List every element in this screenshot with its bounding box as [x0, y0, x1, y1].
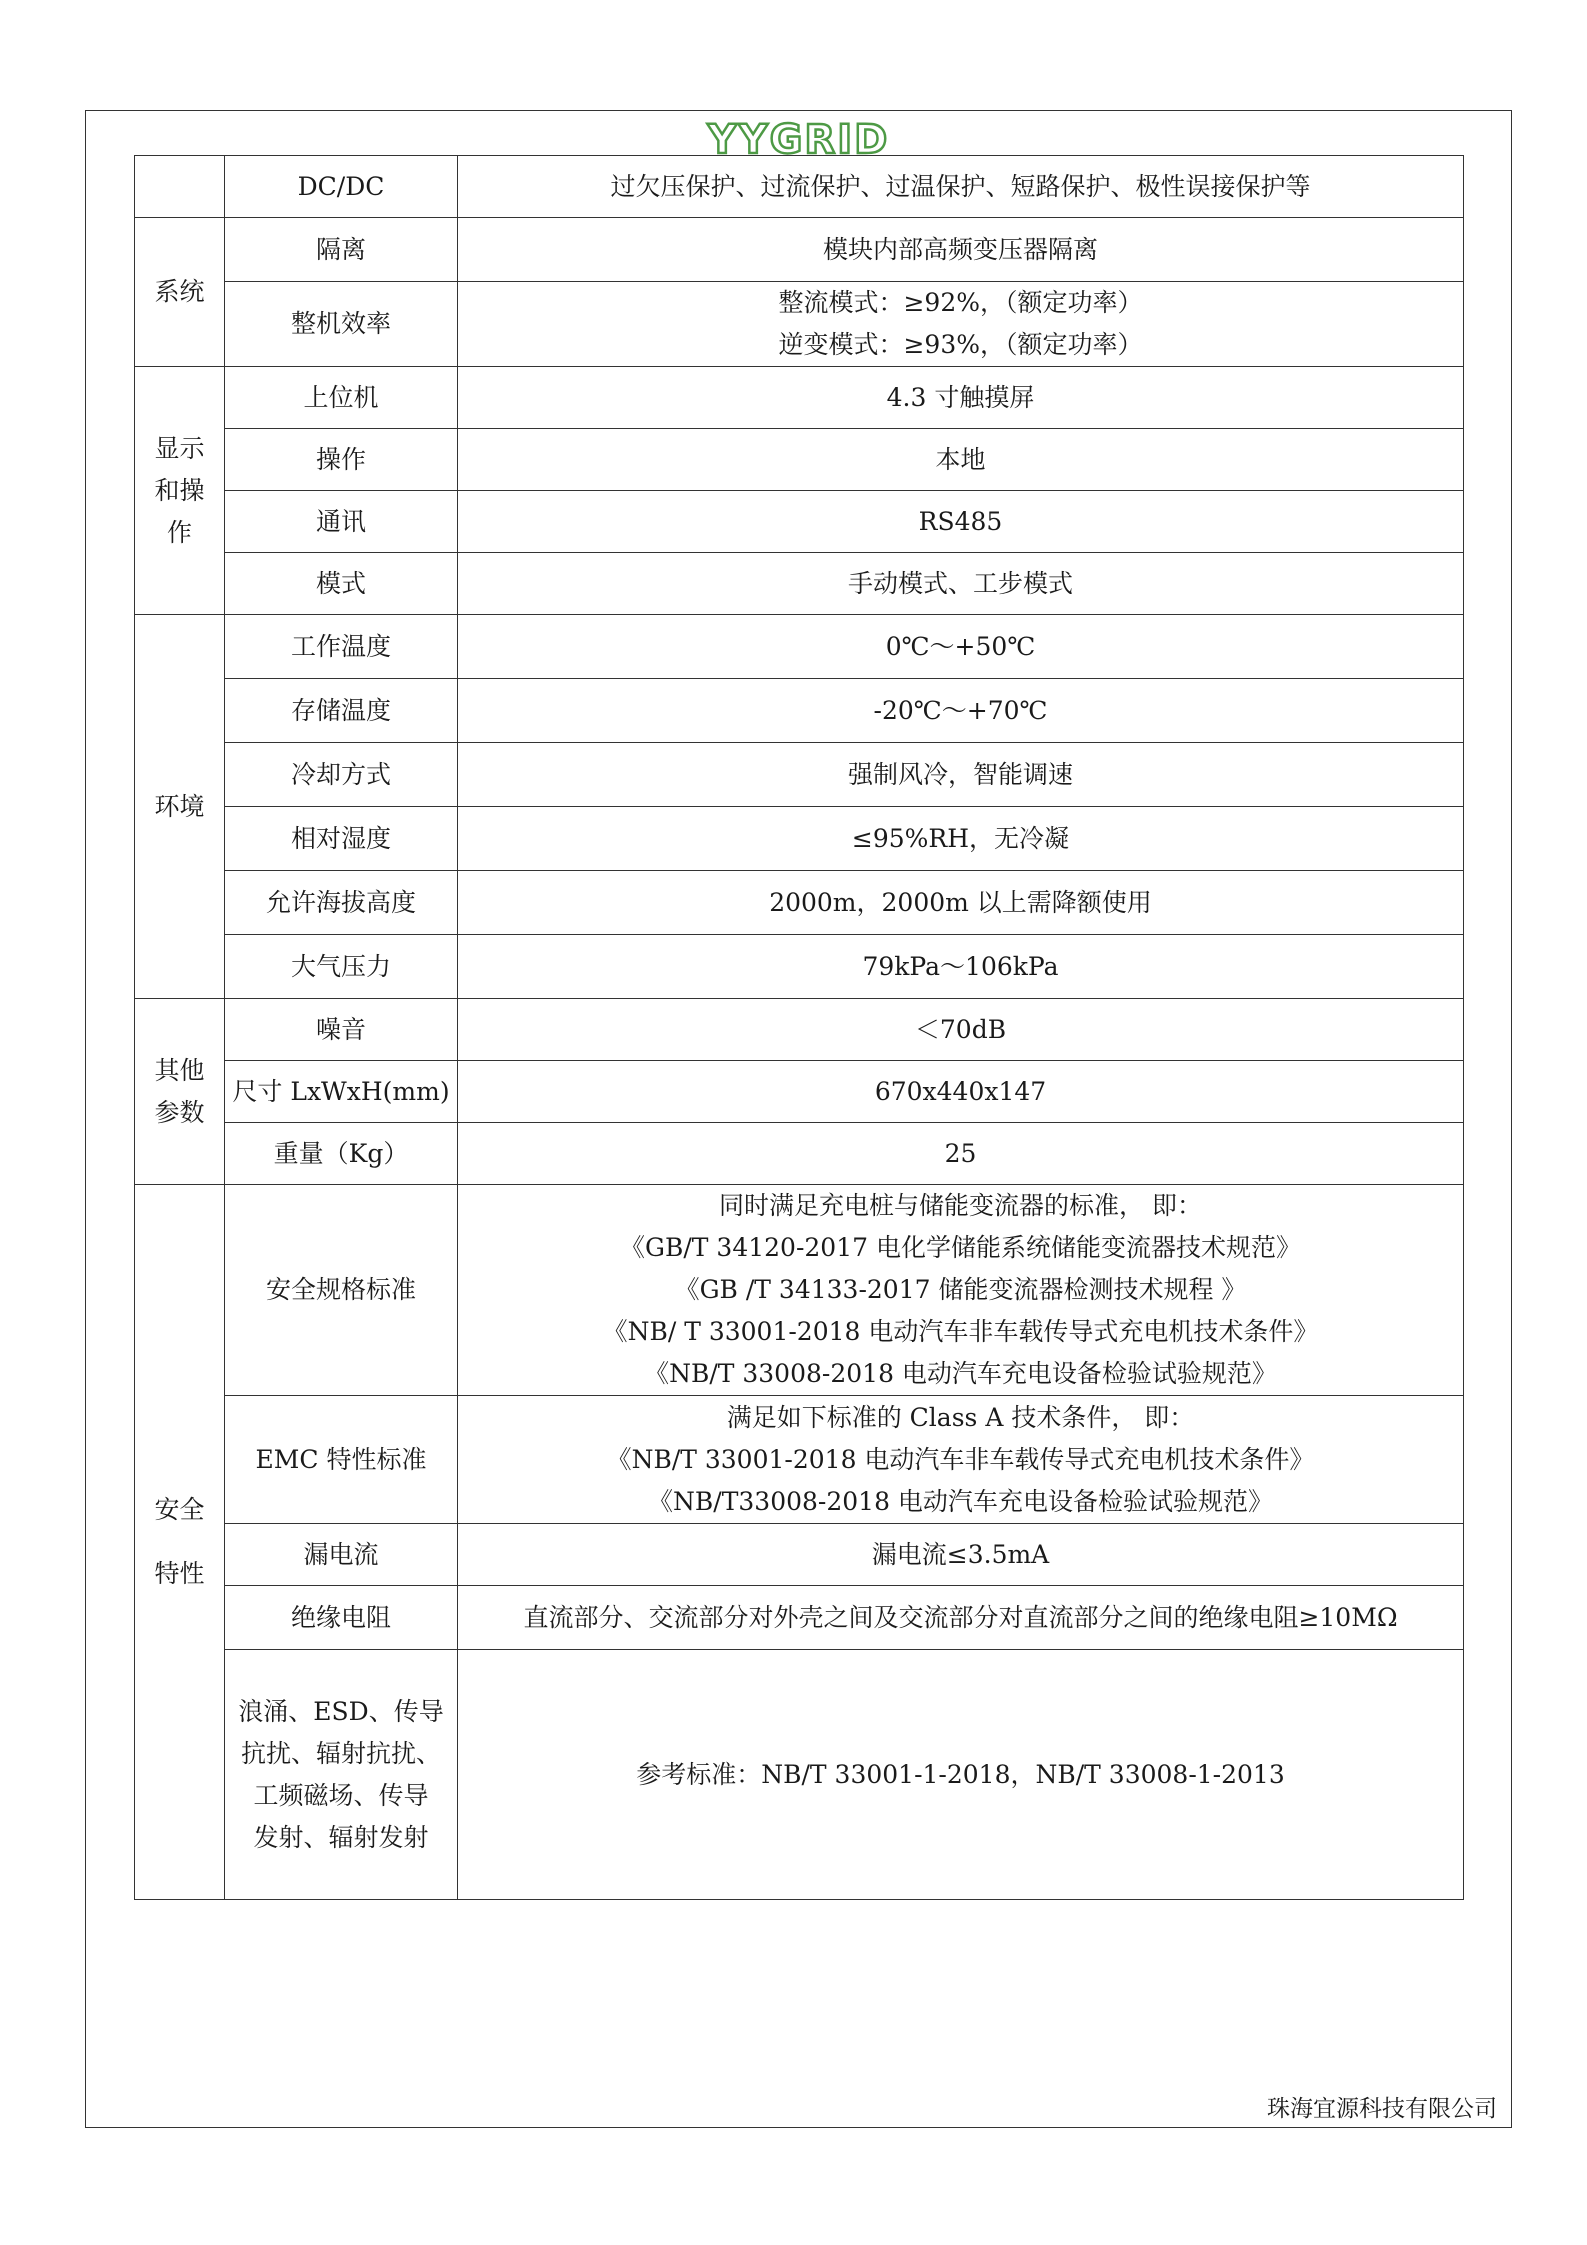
table-row: [135, 679, 1464, 743]
value-cell: -20℃～+70℃: [458, 679, 1464, 743]
table-row: [135, 491, 1464, 553]
logo-text: YYGRID: [707, 117, 890, 163]
table-row: [135, 1396, 1464, 1524]
table-row: [135, 1524, 1464, 1586]
value-line: 整流模式：≥92%，（额定功率）: [778, 288, 1143, 317]
table-row: [135, 367, 1464, 429]
category-cell: 环境: [135, 615, 225, 999]
spec-table: [134, 155, 1464, 1900]
category-line: 作: [166, 517, 192, 547]
item-cell: DC/DC: [225, 156, 458, 218]
item-line: 抗扰、辐射抗扰、: [240, 1738, 441, 1768]
value-cell: 4.3 寸触摸屏: [458, 367, 1464, 429]
item-cell: 模式: [225, 553, 458, 615]
value-line: 《NB/T33008-2018 电动汽车充电设备检验试验规范》: [648, 1486, 1273, 1516]
item-cell: 允许海拔高度: [225, 871, 458, 935]
item-cell: [225, 1650, 458, 1900]
value-line: 同时满足充电桩与储能变流器的标准， 即：: [719, 1191, 1202, 1220]
item-line: 工频磁场、传导: [253, 1780, 429, 1810]
value-cell: [458, 1185, 1464, 1396]
value-line: 《NB/ T 33001-2018 电动汽车非车载传导式充电机技术条件》: [602, 1317, 1319, 1346]
value-cell: 漏电流≤3.5mA: [458, 1524, 1464, 1586]
table-row: [135, 871, 1464, 935]
category-cell: [135, 1185, 225, 1900]
item-cell: 噪音: [225, 999, 458, 1061]
category-line: 和操: [154, 475, 205, 505]
item-cell: 整机效率: [225, 282, 458, 367]
category-line: 其他: [154, 1055, 205, 1085]
value-cell: ＜70dB: [458, 999, 1464, 1061]
item-cell: 大气压力: [225, 935, 458, 999]
item-cell: 操作: [225, 429, 458, 491]
category-cell: 系统: [135, 218, 225, 367]
value-cell: 670x440x147: [458, 1061, 1464, 1123]
value-cell: RS485: [458, 491, 1464, 553]
company-name-footer: 珠海宜源科技有限公司: [1267, 2096, 1497, 2122]
table-row: [135, 282, 1464, 367]
category-cell: [135, 999, 225, 1185]
item-cell: 重量（Kg）: [225, 1123, 458, 1185]
value-line: 《GB/T 34120-2017 电化学储能系统储能变流器技术规范》: [620, 1233, 1301, 1262]
item-cell: 相对湿度: [225, 807, 458, 871]
item-cell: 隔离: [225, 218, 458, 282]
value-cell: 本地: [458, 429, 1464, 491]
value-cell: 参考标准：NB/T 33001-1-2018，NB/T 33008-1-2013: [458, 1650, 1464, 1900]
value-cell: 直流部分、交流部分对外壳之间及交流部分对直流部分之间的绝缘电阻≥10MΩ: [458, 1586, 1464, 1650]
table-row: [135, 553, 1464, 615]
value-cell: 2000m，2000m 以上需降额使用: [458, 871, 1464, 935]
value-cell: 0℃～+50℃: [458, 615, 1464, 679]
value-cell: 79kPa～106kPa: [458, 935, 1464, 999]
category-cell: [135, 367, 225, 615]
item-cell: 通讯: [225, 491, 458, 553]
value-line: 《NB/T 33008-2018 电动汽车充电设备检验试验规范》: [644, 1359, 1277, 1388]
category-line: 参数: [154, 1097, 205, 1127]
table-row: [135, 1185, 1464, 1396]
item-cell: 冷却方式: [225, 743, 458, 807]
item-cell: 安全规格标准: [225, 1185, 458, 1396]
value-cell: [458, 282, 1464, 367]
value-cell: 手动模式、工步模式: [458, 553, 1464, 615]
item-line: 发射、辐射发射: [253, 1822, 429, 1852]
value-cell: 模块内部高频变压器隔离: [458, 218, 1464, 282]
category-line: 显示: [154, 433, 205, 463]
value-line: 《GB /T 34133-2017 储能变流器检测技术规程 》: [674, 1275, 1247, 1304]
category-line: 安全: [154, 1495, 205, 1524]
category-line: 特性: [154, 1559, 205, 1588]
table-row: [135, 218, 1464, 282]
item-cell: 绝缘电阻: [225, 1586, 458, 1650]
item-cell: 工作温度: [225, 615, 458, 679]
value-cell: ≤95%RH，无冷凝: [458, 807, 1464, 871]
table-row: [135, 1061, 1464, 1123]
value-line: 满足如下标准的 Class A 技术条件， 即：: [726, 1402, 1195, 1432]
table-row: [135, 807, 1464, 871]
value-line: 《NB/T 33001-2018 电动汽车非车载传导式充电机技术条件》: [606, 1444, 1315, 1474]
item-cell: 漏电流: [225, 1524, 458, 1586]
table-row: [135, 615, 1464, 679]
value-cell: 过欠压保护、过流保护、过温保护、短路保护、极性误接保护等: [458, 156, 1464, 218]
item-cell: 上位机: [225, 367, 458, 429]
value-cell: 强制风冷，智能调速: [458, 743, 1464, 807]
table-row: [135, 1123, 1464, 1185]
table-row: [135, 935, 1464, 999]
value-line: 逆变模式：≥93%，（额定功率）: [778, 330, 1143, 359]
item-cell: 尺寸 LxWxH(mm): [225, 1061, 458, 1123]
table-row: [135, 156, 1464, 218]
table-row: [135, 429, 1464, 491]
table-row: [135, 999, 1464, 1061]
item-cell: 存储温度: [225, 679, 458, 743]
table-row: [135, 1650, 1464, 1900]
value-cell: [458, 1396, 1464, 1524]
table-row: [135, 743, 1464, 807]
item-line: 浪涌、ESD、传导: [238, 1696, 444, 1726]
table-row: [135, 1586, 1464, 1650]
page-frame: [85, 110, 1512, 2128]
category-cell: [135, 156, 225, 218]
item-cell: EMC 特性标准: [225, 1396, 458, 1524]
value-cell: 25: [458, 1123, 1464, 1185]
